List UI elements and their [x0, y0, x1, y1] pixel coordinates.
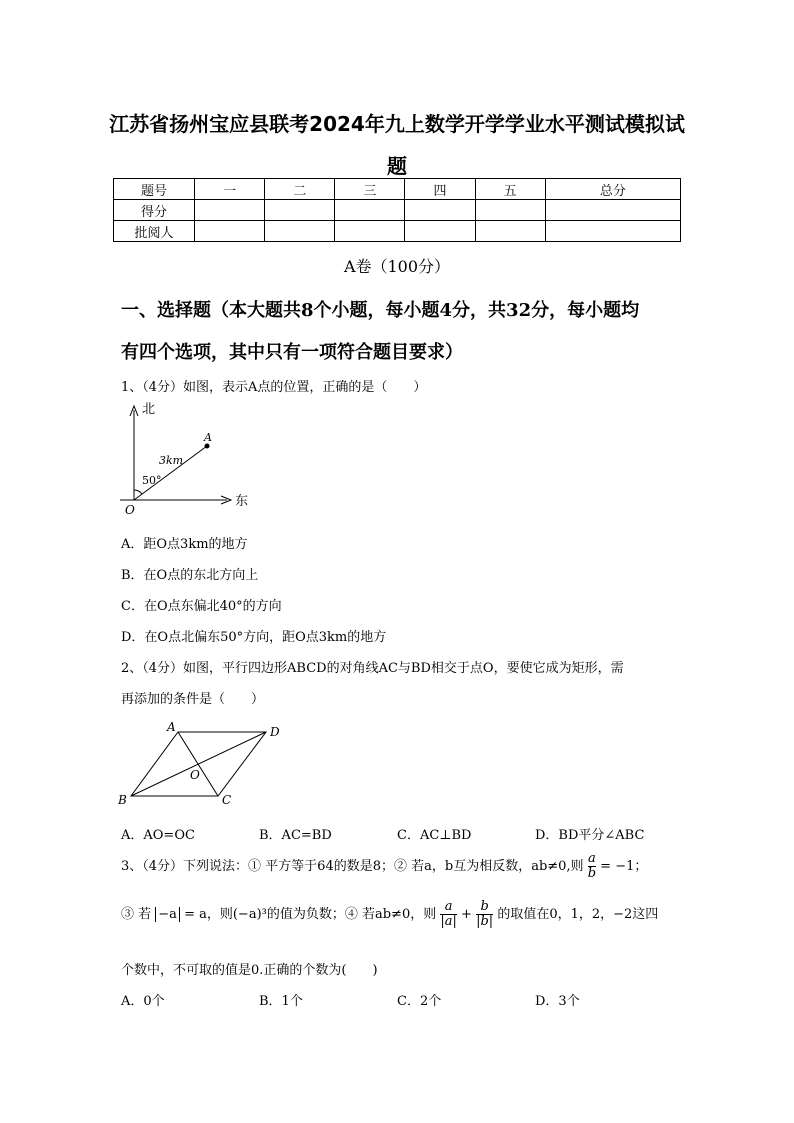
- document-title-line2: 题: [387, 154, 407, 178]
- q1-option-a: A．距O点3km的地方: [121, 537, 248, 552]
- q2-diagonal-bd: [131, 732, 266, 796]
- score-cell: [475, 221, 545, 242]
- q3-line2-text: ③ 若: [121, 907, 152, 922]
- q2-figure: [112, 718, 292, 810]
- q3-fraction-a-over-b: [588, 852, 596, 881]
- score-table: [113, 178, 681, 242]
- q3-line3: 个数中，不可取的值是0.正确的个数为( ): [121, 963, 378, 978]
- score-header-cell: 总分: [545, 179, 680, 200]
- q3-option-a: A．0个: [121, 994, 165, 1009]
- q3-line1-text: 3、（4分）下列说法：① 平方等于64的数是8；② 若a，b互为相反数，ab≠0,则: [121, 859, 584, 874]
- q2-stem-line2: 再添加的条件是（ ）: [121, 692, 265, 707]
- score-cell: [405, 221, 475, 242]
- q3-option-b: B．1个: [259, 994, 303, 1009]
- q2-option-a: A．AO=OC: [121, 828, 195, 843]
- score-cell: [405, 200, 475, 221]
- document-title-line1: 江苏省扬州宝应县联考2024年九上数学开学学业水平测试模拟试: [109, 112, 685, 136]
- q3-frac-numerator: a: [587, 851, 596, 866]
- q2-label-o: O: [190, 768, 200, 782]
- score-header-cell: 五: [475, 179, 545, 200]
- q1-angle-label: 50°: [142, 474, 162, 487]
- score-cell: [335, 221, 405, 242]
- q1-angle-arc: [134, 490, 142, 494]
- score-cell: [545, 200, 680, 221]
- section-a-heading: A卷（100分）: [343, 257, 451, 276]
- score-cell: [545, 221, 680, 242]
- q3-frac2-denominator: |b|: [476, 914, 494, 929]
- q3-line1: [121, 852, 647, 881]
- q3-frac-denominator: b: [587, 866, 597, 881]
- score-cell: [265, 221, 335, 242]
- q3-frac1-numerator: a: [440, 900, 457, 915]
- q2-option-d: D．BD平分∠ABC: [535, 828, 645, 843]
- q3-line1-tail: = −1；: [600, 859, 648, 874]
- score-table-row: [114, 221, 681, 242]
- q3-option-c: C．2个: [397, 994, 442, 1009]
- q3-option-d: D．3个: [535, 994, 580, 1009]
- q3-line2: [121, 900, 658, 929]
- q1-distance-label: 3km: [159, 454, 184, 467]
- q2-option-b: B．AC=BD: [259, 828, 332, 843]
- q1-north-label: 北: [142, 402, 156, 417]
- q1-origin-label: O: [125, 503, 135, 517]
- q1-option-d: D．在O点北偏东50°方向，距O点3km的地方: [121, 630, 387, 645]
- score-cell: [265, 200, 335, 221]
- score-cell: [475, 200, 545, 221]
- section1-heading-line2: 有四个选项，其中只有一项符合题目要求）: [121, 342, 463, 363]
- q3-fraction-a-over-abs-a: [440, 900, 457, 929]
- q2-label-d: D: [270, 725, 280, 739]
- q2-label-b: B: [118, 793, 127, 807]
- section1-heading-line1: 一、选择题（本大题共8个小题，每小题4分，共32分，每小题均: [121, 300, 640, 321]
- score-header-cell: 四: [405, 179, 475, 200]
- score-cell: [195, 200, 265, 221]
- score-cell: [195, 221, 265, 242]
- score-header-cell: 一: [195, 179, 265, 200]
- q3-line2-tail: 的取值在0，1，2，−2这四: [497, 907, 659, 922]
- score-cell: [335, 200, 405, 221]
- q1-point-a: [205, 444, 210, 449]
- q1-point-label: A: [204, 431, 212, 444]
- q2-label-a: A: [167, 720, 176, 734]
- q3-fraction-b-over-abs-b: [476, 900, 493, 929]
- q1-stem: 1、（4分）如图，表示A点的位置，正确的是（ ）: [121, 380, 427, 395]
- q3-line2-mid: = a，则(−a)³的值为负数；④ 若ab≠0，则: [184, 907, 437, 922]
- q3-plus-sign: +: [461, 907, 472, 922]
- q1-east-label: 东: [235, 494, 249, 509]
- score-header-cell: 题号: [114, 179, 195, 200]
- score-table-row: [114, 200, 681, 221]
- q2-stem-line1: 2、（4分）如图，平行四边形ABCD的对角线AC与BD相交于点O，要使它成为矩形，需: [121, 661, 624, 676]
- score-header-cell: 三: [335, 179, 405, 200]
- score-header-cell: 二: [265, 179, 335, 200]
- q1-figure: [115, 398, 255, 520]
- score-row-label: 批阅人: [114, 221, 195, 242]
- q1-option-c: C．在O点东偏北40°的方向: [121, 599, 282, 614]
- score-table-header-row: [114, 179, 681, 200]
- score-row-label: 得分: [114, 200, 195, 221]
- q3-abs-neg-a: −a: [155, 907, 180, 922]
- q3-frac1-denominator: |a|: [440, 914, 457, 929]
- q2-option-c: C．AC⊥BD: [397, 828, 472, 843]
- q2-label-c: C: [222, 793, 232, 807]
- q1-option-b: B．在O点的东北方向上: [121, 568, 259, 583]
- q3-frac2-numerator: b: [476, 900, 493, 915]
